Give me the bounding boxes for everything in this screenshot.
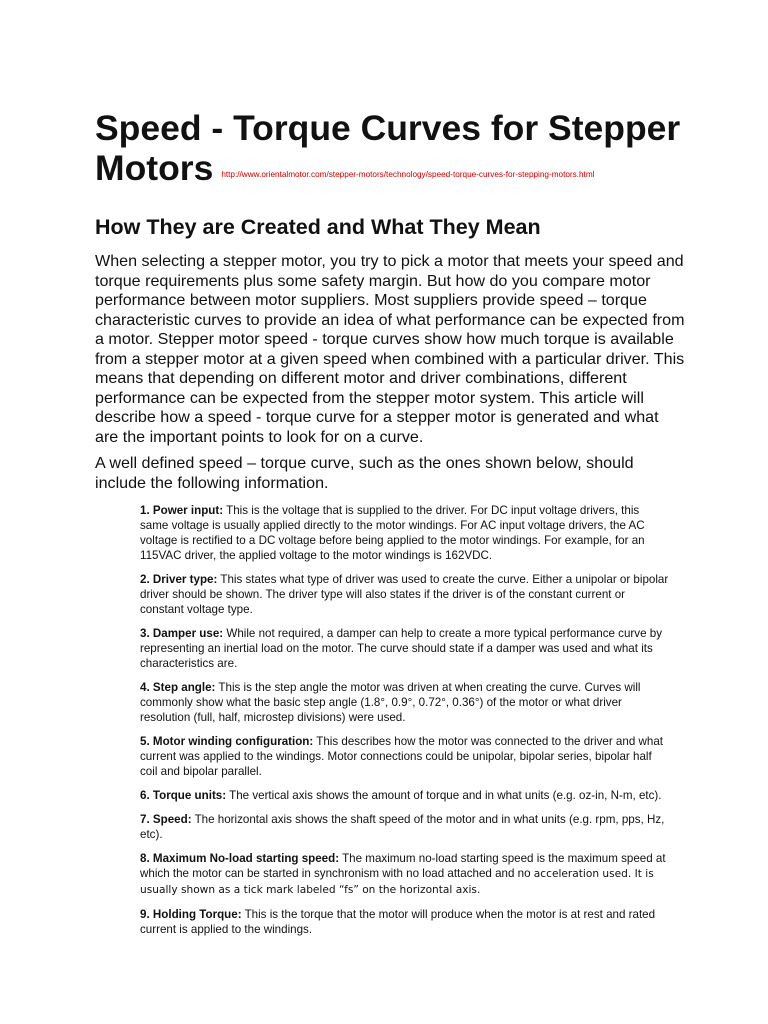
- item-text: This is the step angle the motor was driven at when creating the curve. Curves will commonly show what the basic step angle (1.8°, 0.9°, 0.72°, 0.36°) of the motor or what driver resolution (full, half, microstep divisions) were used.: [140, 681, 641, 725]
- item-label: Holding Torque:: [152, 908, 242, 922]
- item-text: The vertical axis shows the amount of torque and in what units (e.g. oz-in, N-m, etc).: [229, 789, 662, 803]
- list-item-holding-torque: [140, 907, 670, 937]
- item-label: Torque units:: [152, 789, 227, 803]
- item-label: Damper use:: [152, 627, 224, 641]
- item-label: Motor winding configuration:: [152, 735, 314, 749]
- item-text: This states what type of driver was used to create the curve. Either a unipolar or bipolar driver should be shown. The driver type will also states if the driver is of the constant current or constant voltage type.: [140, 573, 669, 617]
- list-item-step-angle: [140, 680, 670, 725]
- item-number: 5.: [140, 735, 150, 749]
- item-text: This is the torque that the motor will produce when the motor is at rest and rated current is applied to the windings.: [140, 908, 656, 937]
- item-text: The maximum no-load starting speed is the maximum speed at which the motor can be started in synchronism with no load attached and no: [140, 852, 666, 881]
- item-label: Speed:: [152, 813, 192, 827]
- item-number: 3.: [140, 627, 150, 641]
- list-item-speed: [140, 812, 670, 842]
- source-url-link[interactable]: http://www.orientalmotor.com/stepper-motors/technology/speed-torque-curves-for-stepping-motors.html: [221, 170, 595, 180]
- list-item-driver-type: [140, 572, 670, 617]
- document-title: [95, 108, 685, 195]
- item-number: 6.: [140, 789, 150, 803]
- curve-info-list: [95, 503, 670, 937]
- item-number: 1.: [140, 504, 150, 518]
- item-text: This is the voltage that is supplied to the driver. For DC input voltage drivers, this same voltage is usually applied directly to the motor windings. For AC input voltage drivers, the AC voltage is rectified to a DC voltage before being applied to the motor windings. For example, for an 115VAC driver, the applied voltage to the motor windings is 162VDC.: [140, 504, 645, 563]
- list-item-power-input: [140, 503, 670, 563]
- item-text: The horizontal axis shows the shaft speed of the motor and in what units (e.g. rpm, pps, Hz, etc).: [140, 813, 665, 842]
- item-number: 2.: [140, 573, 150, 587]
- item-label: Maximum No-load starting speed:: [152, 852, 340, 866]
- item-number: 4.: [140, 681, 150, 695]
- item-text: This describes how the motor was connected to the driver and what current was applied to the windings. Motor connections could be unipolar, bipolar series, bipolar half coil and bipolar parallel.: [140, 735, 663, 779]
- document-title-text: Speed - Torque Curves for Stepper Motors: [95, 108, 681, 188]
- item-number: 7.: [140, 813, 150, 827]
- list-intro-paragraph: A well defined speed – torque curve, such as the ones shown below, should include the following information.: [95, 454, 634, 492]
- list-item-max-starting-speed: [140, 851, 670, 898]
- item-label: Power input:: [152, 504, 224, 518]
- item-number: 9.: [140, 908, 150, 922]
- list-item-motor-winding: [140, 734, 670, 779]
- item-text-continued: acceleration used. It is usually shown as a tick mark labeled “fs” on the horizontal axis.: [140, 868, 654, 897]
- document-page: [95, 108, 685, 946]
- item-label: Step angle:: [152, 681, 216, 695]
- list-item-damper-use: [140, 626, 670, 671]
- list-item-torque-units: [140, 788, 670, 803]
- item-label: Driver type:: [152, 573, 218, 587]
- item-number: 8.: [140, 852, 150, 866]
- item-text: While not required, a damper can help to create a more typical performance curve by representing an inertial load on the motor. The curve should state if a damper was used and what its characteristics are.: [140, 627, 663, 671]
- document-subtitle: How They are Created and What They Mean: [95, 215, 541, 240]
- intro-paragraph: When selecting a stepper motor, you try to pick a motor that meets your speed and torque requirements plus some safety margin. But how do you compare motor performance between motor suppliers. Most suppliers provide speed – torque characteristic curves to provide an idea of what performance can be expected from a motor. Stepper motor speed - torque curves show how much torque is available from a stepper motor at a given speed when combined with a particular driver. This means that depending on different motor and driver combinations, different performance can be expected from the stepper motor system. This article will describe how a speed - torque curve for a stepper motor is generated and what are the important points to look for on a curve.: [95, 252, 685, 446]
